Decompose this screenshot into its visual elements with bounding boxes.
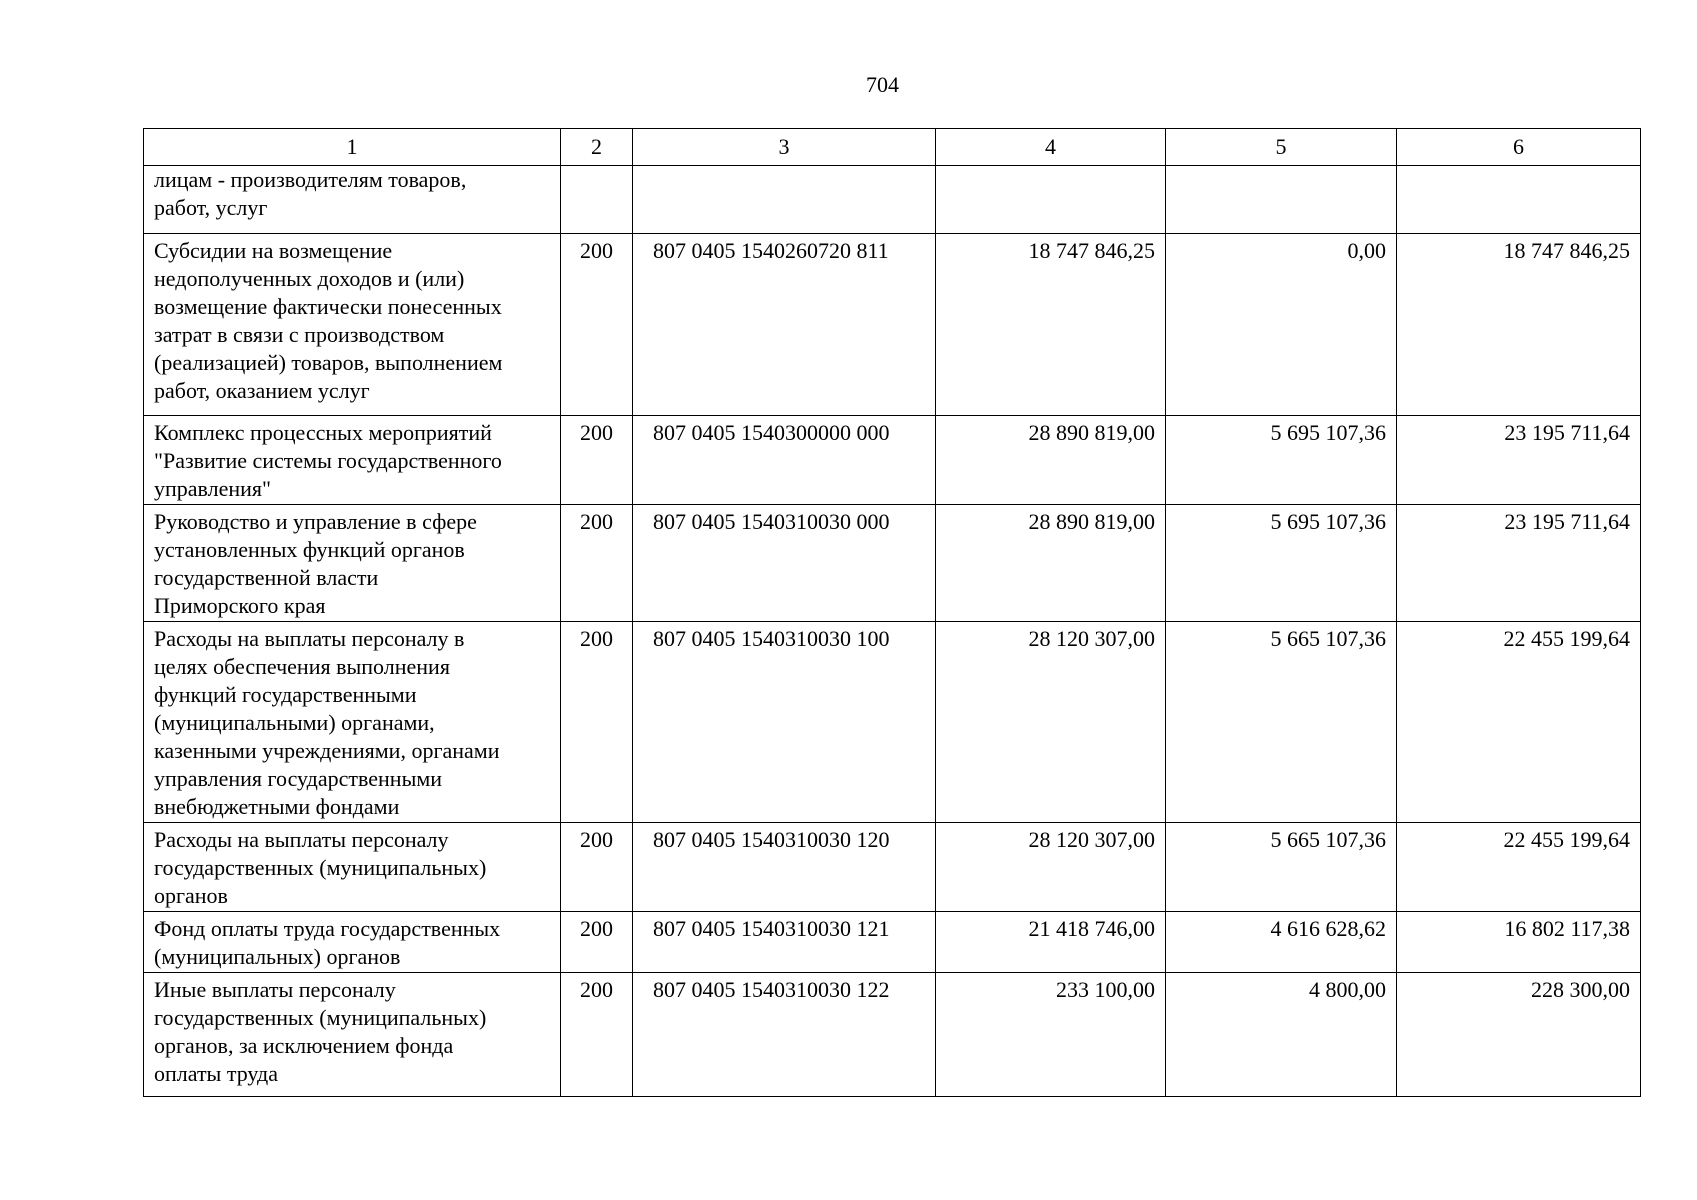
row-code-cell: 200 bbox=[561, 973, 633, 1097]
column-header: 1 bbox=[144, 129, 561, 166]
row-unexecuted-cell: 228 300,00 bbox=[1397, 973, 1641, 1097]
row-executed-cell bbox=[1166, 166, 1397, 234]
row-name-cell: Фонд оплаты труда государственных (муниципальных) органов bbox=[144, 912, 561, 973]
row-executed-cell: 5 695 107,36 bbox=[1166, 416, 1397, 505]
row-name-cell: Субсидии на возмещение недополученных доходов и (или) возмещение фактически понесенных затрат в связи с производством (реализацией) товаров, выполнением работ, оказанием услуг bbox=[144, 234, 561, 416]
column-header: 5 bbox=[1166, 129, 1397, 166]
budget-table bbox=[143, 128, 1641, 1097]
row-executed-cell: 5 695 107,36 bbox=[1166, 505, 1397, 622]
row-code-cell: 200 bbox=[561, 823, 633, 912]
row-executed-cell: 4 800,00 bbox=[1166, 973, 1397, 1097]
table-row bbox=[144, 823, 1641, 912]
row-classification-cell: 807 0405 1540300000 000 bbox=[633, 416, 936, 505]
row-name-cell: Иные выплаты персоналу государственных (муниципальных) органов, за исключением фонда оплаты труда bbox=[144, 973, 561, 1097]
column-header: 6 bbox=[1397, 129, 1641, 166]
row-classification-cell: 807 0405 1540310030 121 bbox=[633, 912, 936, 973]
row-name-cell: Комплекс процессных мероприятий "Развитие системы государственного управления" bbox=[144, 416, 561, 505]
header-row bbox=[144, 129, 1641, 166]
column-header: 4 bbox=[936, 129, 1166, 166]
row-approved-cell: 28 120 307,00 bbox=[936, 622, 1166, 823]
row-name-cell: Расходы на выплаты персоналу государственных (муниципальных) органов bbox=[144, 823, 561, 912]
row-executed-cell: 4 616 628,62 bbox=[1166, 912, 1397, 973]
row-approved-cell: 21 418 746,00 bbox=[936, 912, 1166, 973]
table-row bbox=[144, 166, 1641, 234]
row-code-cell: 200 bbox=[561, 622, 633, 823]
row-unexecuted-cell bbox=[1397, 166, 1641, 234]
table-row bbox=[144, 416, 1641, 505]
row-classification-cell: 807 0405 1540310030 000 bbox=[633, 505, 936, 622]
row-approved-cell bbox=[936, 166, 1166, 234]
row-executed-cell: 0,00 bbox=[1166, 234, 1397, 416]
table-row bbox=[144, 912, 1641, 973]
table-row bbox=[144, 622, 1641, 823]
row-executed-cell: 5 665 107,36 bbox=[1166, 622, 1397, 823]
row-unexecuted-cell: 16 802 117,38 bbox=[1397, 912, 1641, 973]
row-unexecuted-cell: 22 455 199,64 bbox=[1397, 823, 1641, 912]
column-header: 3 bbox=[633, 129, 936, 166]
row-classification-cell: 807 0405 1540310030 100 bbox=[633, 622, 936, 823]
row-code-cell: 200 bbox=[561, 912, 633, 973]
table-row bbox=[144, 234, 1641, 416]
row-approved-cell: 28 890 819,00 bbox=[936, 416, 1166, 505]
row-name-cell: лицам - производителям товаров, работ, услуг bbox=[144, 166, 561, 234]
table-row bbox=[144, 973, 1641, 1097]
row-approved-cell: 28 890 819,00 bbox=[936, 505, 1166, 622]
row-executed-cell: 5 665 107,36 bbox=[1166, 823, 1397, 912]
row-approved-cell: 28 120 307,00 bbox=[936, 823, 1166, 912]
row-unexecuted-cell: 18 747 846,25 bbox=[1397, 234, 1641, 416]
column-header: 2 bbox=[561, 129, 633, 166]
row-code-cell: 200 bbox=[561, 234, 633, 416]
row-code-cell bbox=[561, 166, 633, 234]
row-unexecuted-cell: 22 455 199,64 bbox=[1397, 622, 1641, 823]
row-classification-cell: 807 0405 1540310030 120 bbox=[633, 823, 936, 912]
row-name-cell: Расходы на выплаты персоналу в целях обеспечения выполнения функций государственными (муниципальными) органами, казенными учреждениями, органами управления государственными внебюджетными фондами bbox=[144, 622, 561, 823]
row-classification-cell: 807 0405 1540310030 122 bbox=[633, 973, 936, 1097]
row-approved-cell: 18 747 846,25 bbox=[936, 234, 1166, 416]
row-code-cell: 200 bbox=[561, 416, 633, 505]
table-row bbox=[144, 505, 1641, 622]
row-unexecuted-cell: 23 195 711,64 bbox=[1397, 505, 1641, 622]
row-code-cell: 200 bbox=[561, 505, 633, 622]
row-unexecuted-cell: 23 195 711,64 bbox=[1397, 416, 1641, 505]
row-classification-cell: 807 0405 1540260720 811 bbox=[633, 234, 936, 416]
row-name-cell: Руководство и управление в сфере установленных функций органов государственной власти Приморского края bbox=[144, 505, 561, 622]
row-classification-cell bbox=[633, 166, 936, 234]
row-approved-cell: 233 100,00 bbox=[936, 973, 1166, 1097]
page-number: 704 bbox=[866, 72, 899, 97]
